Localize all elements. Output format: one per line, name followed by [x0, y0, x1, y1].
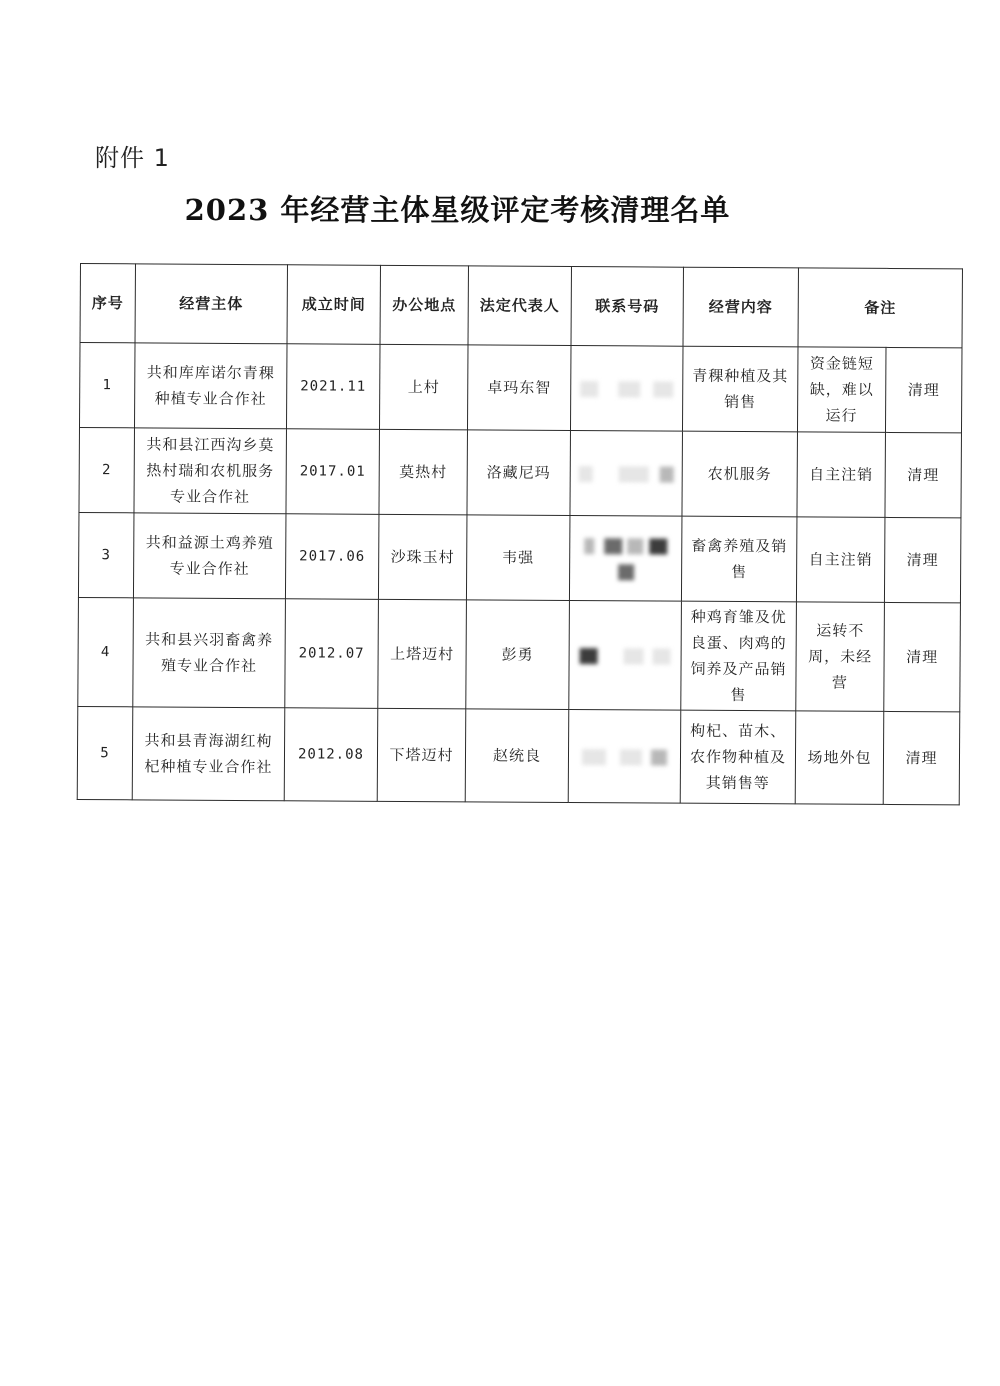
redaction-block	[651, 749, 667, 765]
cell-business: 农机服务	[682, 431, 798, 517]
cell-established: 2017.06	[285, 514, 379, 600]
cell-status: 清理	[884, 602, 961, 711]
cell-representative: 赵统良	[465, 709, 569, 803]
header-established: 成立时间	[287, 265, 380, 345]
cell-representative: 韦强	[466, 515, 570, 601]
cell-office: 下塔迈村	[377, 708, 466, 802]
cell-phone-redacted	[570, 346, 683, 432]
redaction-block	[584, 538, 594, 554]
cell-phone-redacted	[569, 600, 682, 710]
cell-representative: 卓玛东智	[467, 345, 571, 431]
redaction-block	[619, 749, 641, 765]
redaction-block	[618, 381, 640, 397]
header-office: 办公地点	[380, 265, 468, 345]
cell-business: 种鸡育雏及优良蛋、肉鸡的饲养及产品销售	[681, 601, 797, 711]
cell-office: 上塔迈村	[378, 599, 467, 709]
table-header-row	[80, 264, 962, 348]
cell-status: 清理	[885, 432, 962, 517]
redaction-block	[628, 538, 644, 554]
cell-note: 自主注销	[796, 517, 885, 603]
redaction-block	[653, 382, 673, 398]
cell-index: 1	[79, 343, 135, 428]
cell-business: 畜禽养殖及销售	[681, 516, 797, 602]
cell-note: 自主注销	[797, 432, 886, 518]
redaction-block	[579, 648, 597, 664]
table-row	[79, 428, 962, 518]
cell-entity: 共和益源土鸡养殖专业合作社	[133, 513, 286, 599]
header-note: 备注	[798, 268, 962, 348]
cell-established: 2021.11	[286, 344, 380, 430]
header-index: 序号	[80, 264, 135, 343]
cell-established: 2017.01	[286, 429, 380, 515]
attachment-label: 附件 1	[95, 144, 170, 172]
header-phone: 联系号码	[571, 267, 683, 347]
cell-entity: 共和县青海湖红枸杞种植专业合作社	[132, 707, 285, 801]
cell-established: 2012.08	[284, 708, 378, 802]
cell-representative: 彭勇	[466, 600, 570, 710]
redaction-block	[604, 538, 622, 554]
cell-entity: 共和县江西沟乡莫热村瑞和农机服务专业合作社	[134, 428, 287, 514]
cell-office: 沙珠玉村	[378, 514, 467, 600]
redaction-block	[582, 749, 606, 765]
cell-index: 4	[78, 597, 134, 706]
redaction-block	[653, 649, 671, 665]
cell-index: 3	[78, 512, 134, 597]
table-row	[78, 512, 961, 602]
cell-entity: 共和库库诺尔青稞种植专业合作社	[134, 343, 287, 429]
redaction-block	[649, 538, 667, 554]
cleanup-list-table	[77, 263, 963, 805]
cell-status: 清理	[885, 347, 962, 432]
cell-established: 2012.07	[285, 599, 379, 709]
cell-index: 2	[79, 428, 135, 513]
redaction-block	[623, 648, 643, 664]
cell-business: 青稞种植及其销售	[682, 346, 798, 432]
redaction-block	[660, 467, 674, 483]
cell-note: 资金链短缺，难以运行	[797, 347, 886, 433]
cell-note: 运转不周，未经营	[796, 602, 885, 712]
cell-phone-redacted	[570, 430, 683, 516]
cell-representative: 洛藏尼玛	[467, 430, 571, 516]
cell-note: 场地外包	[795, 711, 884, 805]
header-entity: 经营主体	[135, 264, 287, 344]
cell-phone-redacted	[569, 515, 682, 601]
redaction-block	[618, 564, 634, 580]
cell-index: 5	[77, 706, 133, 799]
redaction-block	[618, 466, 648, 482]
redaction-block	[580, 381, 598, 397]
table-row	[79, 343, 962, 433]
table-row	[77, 706, 960, 804]
cell-business: 枸杞、苗木、农作物种植及其销售等	[680, 710, 796, 804]
header-business: 经营内容	[683, 267, 798, 347]
header-representative: 法定代表人	[468, 266, 571, 346]
cell-entity: 共和县兴羽畜禽养殖专业合作社	[133, 598, 286, 708]
cell-office: 莫热村	[379, 429, 468, 515]
cell-status: 清理	[883, 711, 960, 804]
cell-office: 上村	[379, 344, 468, 430]
cell-phone-redacted	[568, 709, 681, 803]
redaction-block	[578, 466, 592, 482]
cell-status: 清理	[884, 517, 961, 602]
table-row	[78, 597, 961, 711]
cleanup-list-table-wrapper	[77, 263, 962, 805]
document-title: 2023 年经营主体星级评定考核清理名单	[184, 193, 731, 227]
